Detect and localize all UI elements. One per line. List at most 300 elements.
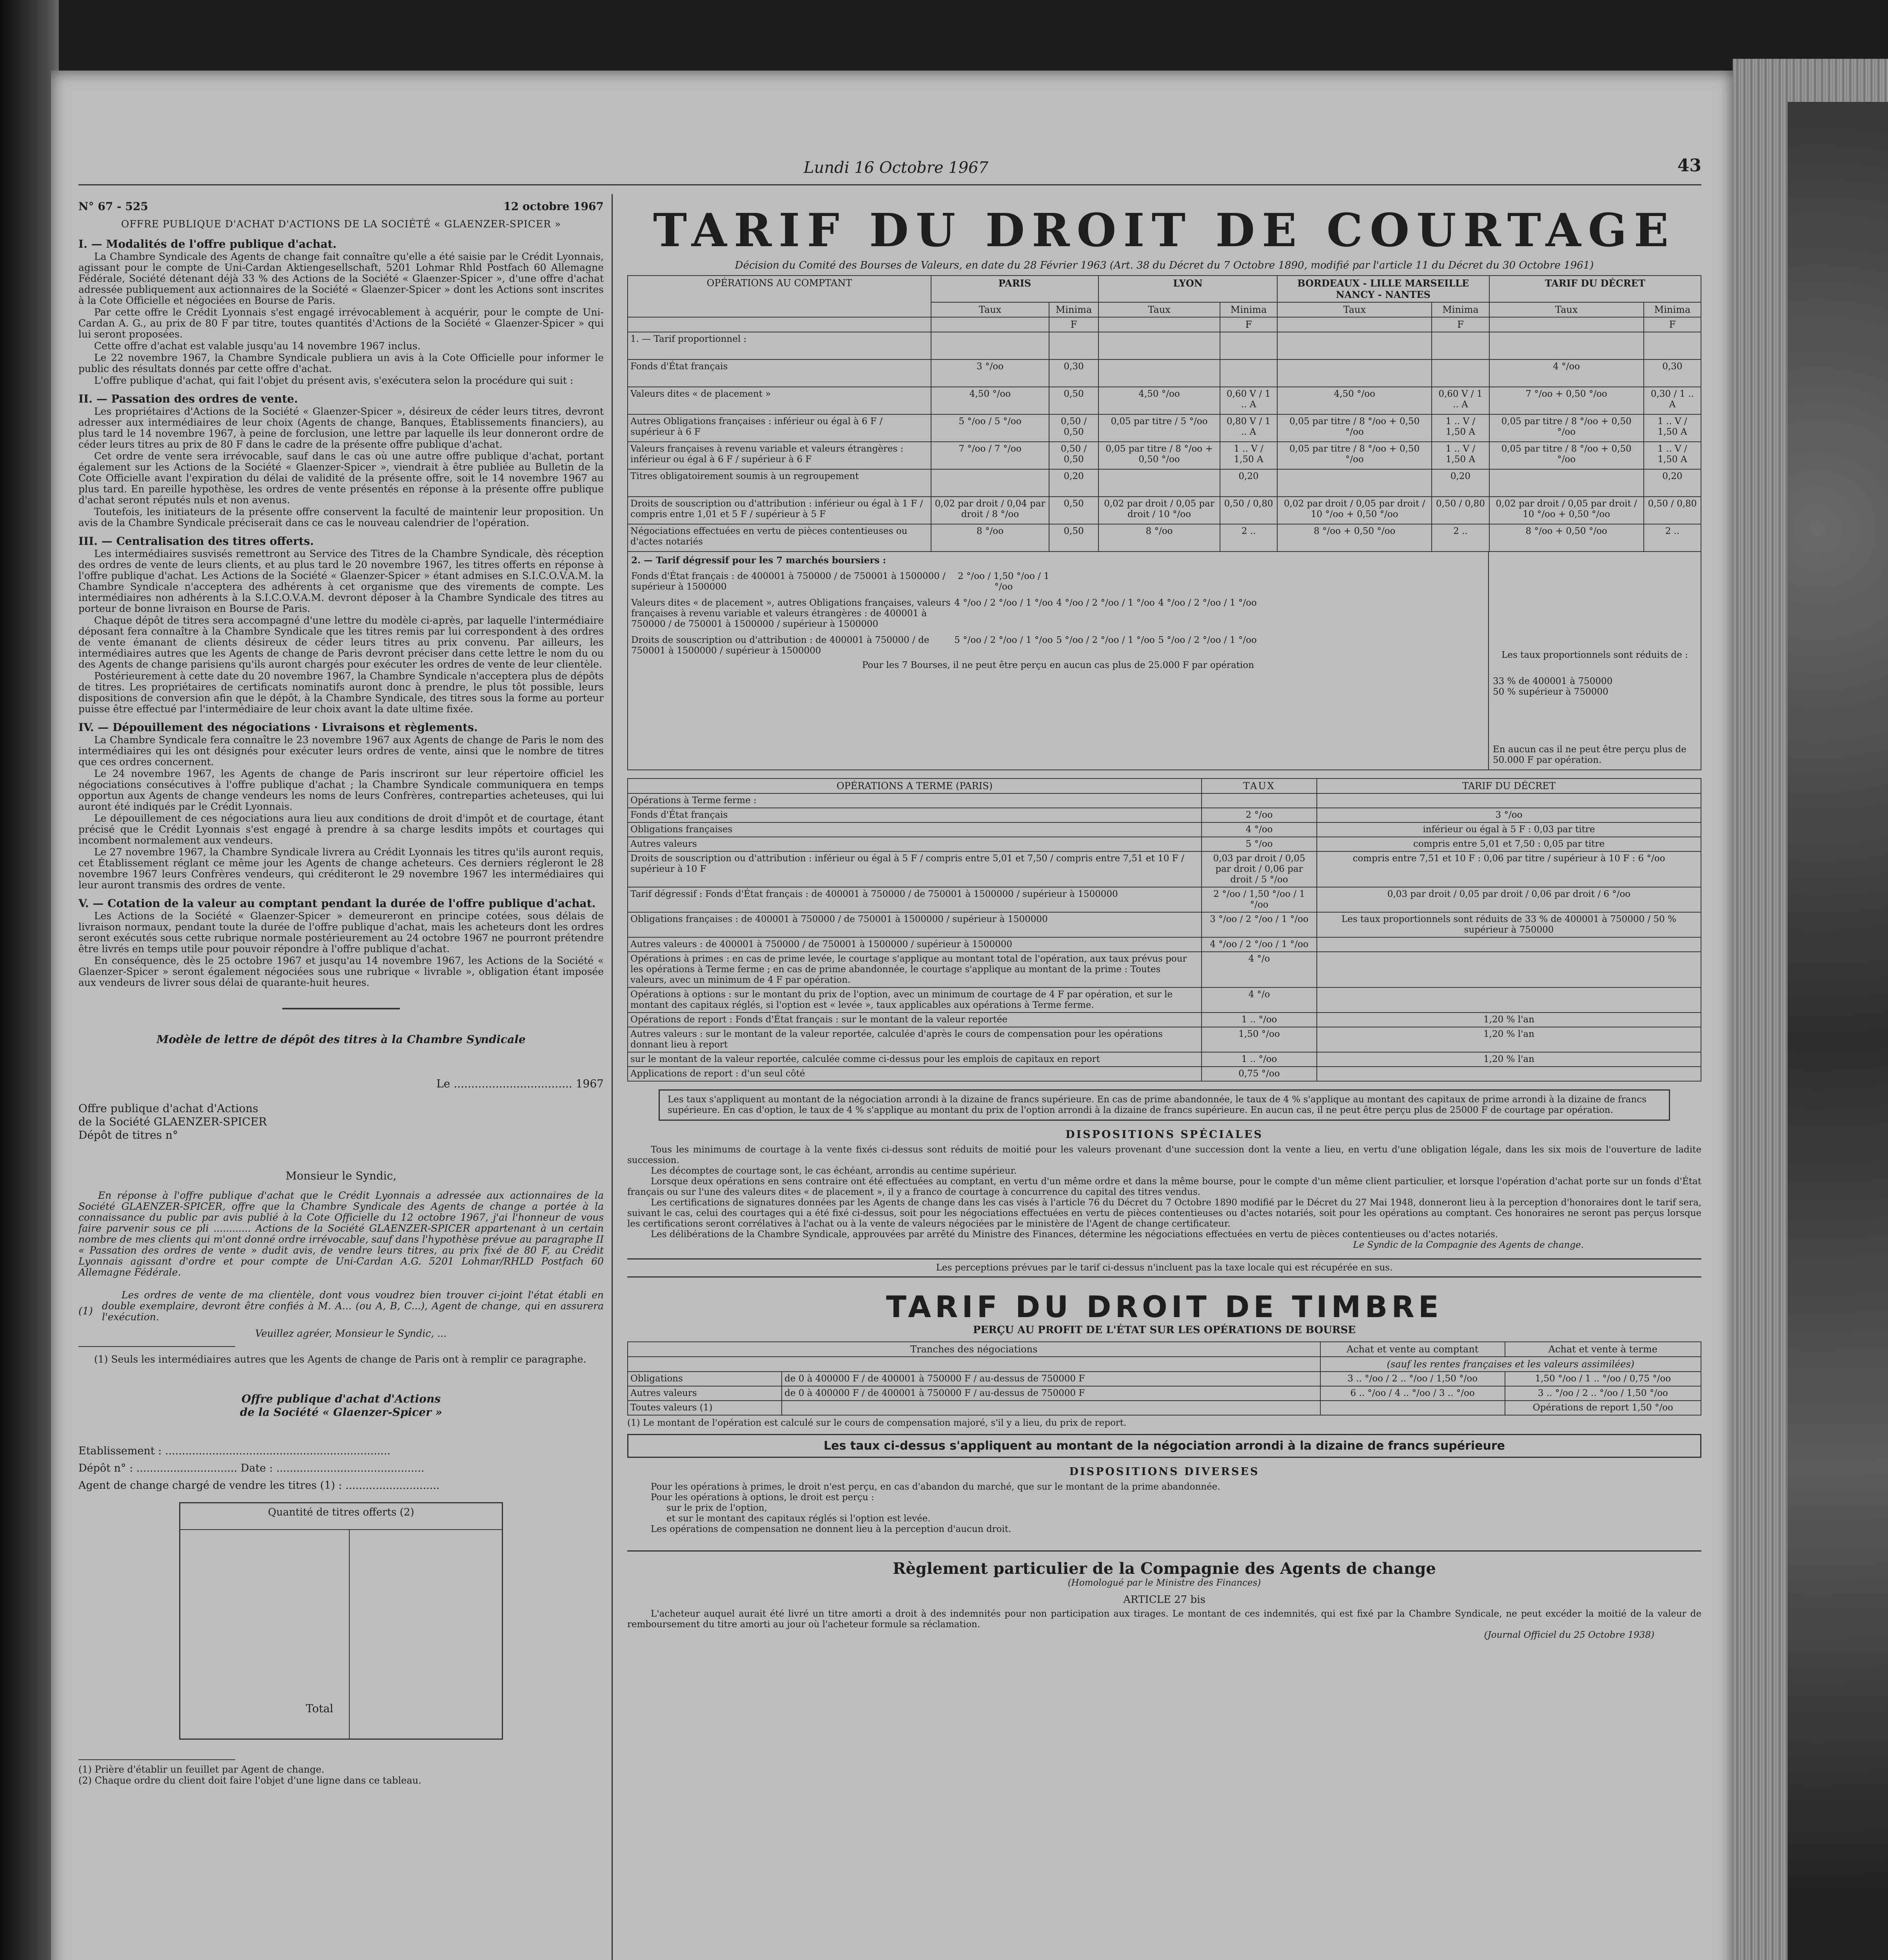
table-cell <box>1049 332 1098 359</box>
terme-cell: Tarif dégressif : Fonds d'État français : de 400001 à 750000 / de 750001 à 1500000 / supérieur à 1500000 <box>628 887 1202 912</box>
diverses-line: Pour les opérations à options, le droit est perçu : <box>651 1492 874 1503</box>
terme-cell: 0,03 par droit / 0,05 par droit / 0,06 par droit / 6 °/oo <box>1317 887 1701 912</box>
degressif-cell: Droits de souscription ou d'attribution : de 400001 à 750000 / de 750001 à 1500000 / supérieur à 1500000 <box>631 635 929 656</box>
table-cell: 2 .. <box>1220 524 1277 552</box>
unit-cell: F <box>1220 317 1277 332</box>
timbre-box: Les taux ci-dessus s'appliquent au montant de la négociation arrondi à la dizaine de francs supérieure <box>627 1434 1701 1458</box>
section-paragraph: Par cette offre le Crédit Lyonnais s'est engagé irrévocablement à acquérir, pour le compte de Uni-Cardan A. G., au prix de 80 F par titre, toutes quantités d'Actions de la Société « Glaenzer-Spicer » qui lui seront proposées. <box>78 307 604 340</box>
section-paragraph: Le 24 novembre 1967, les Agents de change de Paris inscriront sur leur répertoire officiel les négociations consécutives à l'offre publique d'achat ; la Chambre Syndicale communiquera en temps opportun aux Agents de change vendeurs les noms de leurs Confrères, contreparties acheteuses, qui lui auront été indiqués par le Crédit Lyonnais. <box>78 768 604 812</box>
section-heading: V. — Cotation de la valeur au comptant pendant la durée de l'offre publique d'achat. <box>78 897 596 910</box>
terme-row <box>628 1052 1701 1067</box>
letter-reference <box>78 1102 604 1142</box>
terme-cell: 3 °/oo <box>1317 808 1701 822</box>
terme-cell <box>1202 793 1317 808</box>
terme-cell: Les taux proportionnels sont réduits de 33 % de 400001 à 750000 / 50 % supérieur à 750000 <box>1317 912 1701 937</box>
table-cell: 0,50 <box>1049 524 1098 552</box>
terme-cell: inférieur ou égal à 5 F : 0,03 par titre <box>1317 822 1701 837</box>
separator-rule <box>282 1008 400 1009</box>
page-header <box>78 156 1701 182</box>
speciales-text <box>627 1145 1701 1240</box>
col-lyon: LYON <box>1098 276 1277 302</box>
section-paragraph: En conséquence, dès le 25 octobre 1967 et jusqu'au 14 novembre 1967, les Actions de la Société « Glaenzer-Spicer » seront également négociées sous une rubrique « livrable », obligation étant imposée aux vendeurs de livrer sous délai de quarante-huit heures. <box>78 955 604 988</box>
section-paragraph: La Chambre Syndicale fera connaître le 23 novembre 1967 aux Agents de change de Paris le nom des intermédiaires qui les ont désignés pour exécuter leurs ordres de vente, ainsi que le nombre de titres que ces ordres concernent. <box>78 734 604 768</box>
terme-cell: 0,03 par droit / 0,05 par droit / 0,06 par droit / 5 °/oo <box>1202 851 1317 887</box>
table-cell: 0,50 / 0,50 <box>1049 414 1098 442</box>
terme-cell: Fonds d'État français <box>628 808 1202 822</box>
timbre-subtitle: PERÇU AU PROFIT DE L'ÉTAT SUR LES OPÉRATIONS DE BOURSE <box>973 1324 1356 1336</box>
terme-cell: 3 °/oo / 2 °/oo / 1 °/oo <box>1202 912 1317 937</box>
terme-cell <box>1317 987 1701 1013</box>
decret-note: Les taux proportionnels sont réduits de : <box>1501 650 1688 660</box>
table-cell: 0,05 par titre / 8 °/oo + 0,50 °/oo <box>1277 414 1432 442</box>
degressif-block <box>627 552 1701 770</box>
footnote-rule <box>78 1759 235 1760</box>
table-cell: 5 °/oo / 5 °/oo <box>931 414 1049 442</box>
timbre-row <box>628 1372 1701 1386</box>
sub-header: Minima <box>1644 302 1701 317</box>
form-footnote: (2) Chaque ordre du client doit faire l'objet d'une ligne dans ce tableau. <box>78 1775 421 1786</box>
terme-cell: 1,20 % l'an <box>1317 1027 1701 1052</box>
terme-row <box>628 952 1701 987</box>
unit-row <box>628 317 1701 332</box>
degressif-cell: Valeurs dites « de placement », autres Obligations françaises, valeurs françaises à revenu variable et valeurs étrangères : de 400001 à 750000 / de 750001 à 1500000 / supérieur à 1500000 <box>631 598 951 629</box>
table-cell <box>931 469 1049 497</box>
decret-note: 50 % supérieur à 750000 <box>1493 687 1608 697</box>
terme-row <box>628 1013 1701 1027</box>
section-heading: II. — Passation des ordres de vente. <box>78 392 298 405</box>
table-cell: 3 °/oo <box>931 359 1049 387</box>
table-cell <box>1489 332 1644 359</box>
decret-notes <box>1488 552 1701 769</box>
running-head: Lundi 16 Octobre 1967 <box>804 159 989 177</box>
page-number: 43 <box>1677 156 1701 176</box>
notice-number: N° 67 - 525 <box>78 200 148 213</box>
table-row <box>628 524 1701 552</box>
perceptions-note: Les perceptions prévues par le tarif ci-dessus n'incluent pas la taxe locale qui est récupérée en sus. <box>627 1258 1701 1278</box>
table-cell: 0,50 / 0,80 <box>1644 497 1701 524</box>
terme-cell <box>1317 952 1701 987</box>
timbre-col-terme: Achat et vente à terme <box>1505 1342 1701 1357</box>
table-row <box>628 469 1701 497</box>
diverses-line: Les opérations de compensation ne donnent lieu à la perception d'aucun droit. <box>651 1524 1011 1534</box>
letter-reference-line: de la Société GLAENZER-SPICER <box>78 1115 267 1128</box>
notice-date: 12 octobre 1967 <box>503 200 604 213</box>
table-cell: 7 °/oo / 7 °/oo <box>931 442 1049 469</box>
table-cell <box>1220 332 1277 359</box>
unit-cell <box>1277 317 1432 332</box>
table-cell: 2 .. <box>1644 524 1701 552</box>
section-paragraph: La Chambre Syndicale des Agents de change fait connaître qu'elle a été saisie par le Crédit Lyonnais, agissant pour le compte de Uni-Cardan Aktiengesellschaft, 5201 Lohmar Rhld Postfach 60 Allemagne Fédérale, Société détenant déjà 33 % des Actions de la Société « Glaenzer-Spicer », d'une offre d'achat adressée publiquement aux actionnaires de la Société « Glaenzer-Spicer » dont les Actions sont inscrites à la Cote Officielle et négociées en Bourse de Paris. <box>78 251 604 306</box>
notice-sections <box>78 238 604 988</box>
timbre-cell: 6 .. °/oo / 4 .. °/oo / 3 .. °/oo <box>1320 1386 1505 1401</box>
table-cell: 1 .. V / 1,50 A <box>1644 442 1701 469</box>
timbre-col-tranches: Tranches des négociations <box>628 1342 1320 1357</box>
terme-cell: 5 °/oo <box>1202 837 1317 851</box>
book-spine-left <box>0 0 59 1960</box>
timbre-cell: Opérations de report 1,50 °/oo <box>1505 1401 1701 1415</box>
table-cell: Valeurs françaises à revenu variable et valeurs étrangères : inférieur ou égal à 6 F / supérieur à 6 F <box>628 442 931 469</box>
unit-cell: F <box>1644 317 1701 332</box>
letter-footnote: (1) Seuls les intermédiaires autres que les Agents de change de Paris ont à remplir ce paragraphe. <box>94 1354 586 1365</box>
letter-salutation: Monsieur le Syndic, <box>285 1169 397 1182</box>
terme-row <box>628 912 1701 937</box>
table-cell: 1 .. V / 1,50 A <box>1432 442 1489 469</box>
timbre-title: TARIF DU DROIT DE TIMBRE <box>886 1289 1443 1324</box>
unit-cell <box>1098 317 1220 332</box>
section-paragraph: Cette offre d'achat est valable jusqu'au 14 novembre 1967 inclus. <box>94 340 421 352</box>
timbre-cell: de 0 à 400000 F / de 400001 à 750000 F / au-dessus de 750000 F <box>782 1372 1320 1386</box>
table-cell: 0,50 / 0,80 <box>1220 497 1277 524</box>
timbre-cell <box>1320 1401 1505 1415</box>
reglement-title: Règlement particulier de la Compagnie des Agents de change <box>893 1559 1436 1578</box>
letter-date-line: Le .................................. 1967 <box>436 1077 604 1090</box>
timbre-cell: Obligations <box>628 1372 782 1386</box>
table-cell: Négociations effectuées en vertu de pièces contentieuses ou d'actes notariés <box>628 524 931 552</box>
terme-cell: 4 °/o <box>1202 987 1317 1013</box>
unit-cell: F <box>1049 317 1098 332</box>
form-footnotes <box>78 1764 604 1786</box>
table-cell: 1 .. V / 1,50 A <box>1644 414 1701 442</box>
table-cell: 0,05 par titre / 8 °/oo + 0,50 °/oo <box>1098 442 1220 469</box>
table-cell: 0,30 <box>1644 359 1701 387</box>
terme-cell: Obligations françaises <box>628 822 1202 837</box>
terme-row <box>628 837 1701 851</box>
table-cell: 4,50 °/oo <box>1098 387 1220 414</box>
form-title-line: Offre publique d'achat d'Actions <box>241 1392 441 1405</box>
reglement-subtitle: (Homologué par le Ministre des Finances) <box>1067 1578 1261 1588</box>
form-field-etablissement: Etablissement : ................................................................... <box>78 1445 391 1457</box>
degressif-main <box>628 552 1488 769</box>
table-cell: 0,30 <box>1049 359 1098 387</box>
terme-row <box>628 1027 1701 1052</box>
table-cell: 0,20 <box>1432 469 1489 497</box>
table-cell: 0,02 par droit / 0,05 par droit / 10 °/oo <box>1098 497 1220 524</box>
terme-row <box>628 851 1701 887</box>
table-cell: 0,50 <box>1049 497 1098 524</box>
timbre-table <box>627 1341 1701 1416</box>
unit-cell: F <box>1432 317 1489 332</box>
terme-cell <box>1317 937 1701 952</box>
table-cell <box>1277 469 1432 497</box>
sub-header: Minima <box>1432 302 1489 317</box>
degressif-cell: 4 °/oo / 2 °/oo / 1 °/oo <box>954 598 1053 608</box>
section-paragraph: Le dépouillement de ces négociations aura lieu aux conditions de droit d'impôt et de courtage, étant précisé que le Crédit Lyonnais s'est engagé à prendre à sa charge lesdits impôts et courtages qui incombent normalement aux vendeurs. <box>78 813 604 846</box>
table-cell: 0,80 V / 1 .. A <box>1220 414 1277 442</box>
table-cell: 1 .. V / 1,50 A <box>1220 442 1277 469</box>
table-cell <box>1432 332 1489 359</box>
timbre-col-comptant: Achat et vente au comptant <box>1320 1342 1505 1357</box>
col-decret: TARIF DU DÉCRET <box>1489 276 1701 302</box>
table-cell: 0,20 <box>1049 469 1098 497</box>
section-paragraph: Les intermédiaires susvisés remettront au Service des Titres de la Chambre Syndicale, dès réception des ordres de vente de leurs clients, et au plus tard le 20 novembre 1967, les titres offerts en réponse à l'offre publique d'achat. Les Actions de la Société « Glaenzer-Spicer » étant admises en S.I.C.O.V.A.M. la Chambre Syndicale n'acceptera des adhérents à cet organisme que des virements de compte. Les intermédiaires non adhérents à la S.I.C.O.V.A.M. devront déposer à la Chambre Syndicale des titres au porteur de bonne livraison en Bourse de Paris. <box>78 548 604 614</box>
sub-header: Taux <box>1277 302 1432 317</box>
terme-cell: compris entre 5,01 et 7,50 : 0,05 par titre <box>1317 837 1701 851</box>
table-cell: 0,05 par titre / 8 °/oo + 0,50 °/oo <box>1489 414 1644 442</box>
decret-note: En aucun cas il ne peut être perçu plus de 50.000 F par opération. <box>1493 744 1686 765</box>
degressif-note: Pour les 7 Bourses, il ne peut être perçu en aucun cas plus de 25.000 F par opération <box>862 660 1254 670</box>
article-number: ARTICLE 27 bis <box>1123 1594 1205 1606</box>
degressif-cell: 5 °/oo / 2 °/oo / 1 °/oo <box>1056 635 1155 645</box>
table-cell: 1 .. V / 1,50 A <box>1432 414 1489 442</box>
table-cell <box>1277 332 1432 359</box>
terme-row <box>628 937 1701 952</box>
timbre-cell: de 0 à 400000 F / de 400001 à 750000 F / au-dessus de 750000 F <box>782 1386 1320 1401</box>
diverses-line: Pour les opérations à primes, le droit n'est perçu, en cas d'abandon du marché, que sur le montant de la prime abandonnée. <box>651 1482 1220 1492</box>
column-rule <box>612 194 613 1960</box>
degressif-row <box>631 635 1485 656</box>
section-paragraph: Le 22 novembre 1967, la Chambre Syndicale publiera un avis à la Cote Officielle pour informer le public des résultats donnés par cette offre d'achat. <box>78 352 604 374</box>
table-cell: 2 .. <box>1432 524 1489 552</box>
table-cell: 8 °/oo <box>931 524 1049 552</box>
timbre-cell: 3 .. °/oo / 2 .. °/oo / 1,50 °/oo <box>1320 1372 1505 1386</box>
section-paragraph: L'offre publique d'achat, qui fait l'objet du présent avis, s'exécutera selon la procédure qui suit : <box>94 375 574 386</box>
terme-cell: compris entre 7,51 et 10 F : 0,06 par titre / supérieur à 10 F : 6 °/oo <box>1317 851 1701 887</box>
degressif-cell: Fonds d'État français : de 400001 à 750000 / de 750001 à 1500000 / supérieur à 1500000 <box>631 571 946 592</box>
table-cell: 0,50 <box>1049 387 1098 414</box>
terme-cell: Opérations à primes : en cas de prime levée, le courtage s'applique au montant total de l'opération, aux taux prévus pour les opérations à Terme ferme ; en cas de prime abandonnée, le courtage s'applique au montant de la prime : Toutes valeurs, avec un minimum de 4 F par opération. <box>628 952 1202 987</box>
terme-row <box>628 987 1701 1013</box>
table-cell: 4,50 °/oo <box>931 387 1049 414</box>
timbre-cell: 1,50 °/oo / 1 .. °/oo / 0,75 °/oo <box>1505 1372 1701 1386</box>
letter-closing: Veuillez agréer, Monsieur le Syndic, ... <box>255 1328 447 1339</box>
terme-cell: 4 °/oo <box>1202 822 1317 837</box>
unit-cell <box>931 317 1049 332</box>
terme-cell: Autres valeurs <box>628 837 1202 851</box>
section-heading: IV. — Dépouillement des négociations · Livraisons et règlements. <box>78 721 478 734</box>
table-cell: 0,05 par titre / 8 °/oo + 0,50 °/oo <box>1277 442 1432 469</box>
degressif-cell: 4 °/oo / 2 °/oo / 1 °/oo <box>1158 598 1257 608</box>
table-cell <box>931 332 1049 359</box>
sub-header: Taux <box>1098 302 1220 317</box>
terme-cell: sur le montant de la valeur reportée, calculée comme ci-dessus pour les emplois de capitaux en report <box>628 1052 1202 1067</box>
notice-title: OFFRE PUBLIQUE D'ACHAT D'ACTIONS DE LA SOCIÉTÉ « GLAENZER-SPICER » <box>121 218 561 230</box>
terme-cell: Obligations françaises : de 400001 à 750000 / de 750001 à 1500000 / supérieur à 1500000 <box>628 912 1202 937</box>
terme-row <box>628 793 1701 808</box>
terme-col-decret: TARIF DU DÉCRET <box>1317 779 1701 793</box>
diverses-text <box>651 1482 1701 1535</box>
form-footnote: (1) Prière d'établir un feuillet par Agent de change. <box>78 1764 325 1775</box>
col-bordeaux: BORDEAUX - LILLE MARSEILLE NANCY - NANTES <box>1277 276 1489 302</box>
table-cell: 8 °/oo + 0,50 °/oo <box>1277 524 1432 552</box>
timbre-cell: Toutes valeurs (1) <box>628 1401 782 1415</box>
table-cell: 0,50 / 0,50 <box>1049 442 1098 469</box>
sub-header: Taux <box>1489 302 1644 317</box>
degressif-cell <box>1055 571 1156 592</box>
degressif-head: 2. — Tarif dégressif pour les 7 marchés boursiers : <box>631 555 886 566</box>
form-field-depot: Dépôt n° : .............................. Date : ............................................ <box>78 1462 425 1474</box>
timbre-col-note: (sauf les rentes françaises et les valeurs assimilées) <box>1320 1357 1701 1372</box>
decret-note: 33 % de 400001 à 750000 <box>1493 676 1613 686</box>
form-title-line: de la Société « Glaenzer-Spicer » <box>240 1406 443 1419</box>
timbre-cell: Autres valeurs <box>628 1386 782 1401</box>
terme-row <box>628 887 1701 912</box>
terme-row <box>628 1067 1701 1081</box>
terme-cell: Opérations de report : Fonds d'État français : sur le montant de la valeur reportée <box>628 1013 1202 1027</box>
section-paragraph: Chaque dépôt de titres sera accompagné d'une lettre du modèle ci-après, par laquelle l'intermédiaire déposant fera connaître à la Chambre Syndicale que les titres remis par lui correspondent à des ordres de vente émanant de clients désireux de céder leurs titres au prix convenu. Par ailleurs, les intermédiaires autres que les Agents de change de Paris devront préciser dans cette lettre le nom du ou des Agents de change parisiens qu'ils auront chargés pour exécuter les ordres de vente de leur clientèle. <box>78 615 604 670</box>
degressif-cell: 5 °/oo / 2 °/oo / 1 °/oo <box>1158 635 1257 645</box>
terme-cell: 4 °/oo / 2 °/oo / 1 °/oo <box>1202 937 1317 952</box>
terme-cell: 4 °/o <box>1202 952 1317 987</box>
table-cell <box>1489 469 1644 497</box>
section-paragraph: Cet ordre de vente sera irrévocable, sauf dans le cas où une autre offre publique d'achat, portant également sur les Actions de la Société « Glaenzer-Spicer », viendrait à être publiée au Bulletin de la Cote Officielle avant l'expiration du délai de validité de la présente offre, soit le 14 novembre 1967 au plus tard. En pareille hypothèse, les ordres de vente présentés en réponse à la présente offre publique d'achat seront réputés nuls et non avenus. <box>78 450 604 506</box>
section-paragraph: Les Actions de la Société « Glaenzer-Spicer » demeureront en principe cotées, sous délais de livraison normaux, pendant toute la durée de l'offre publique d'achat, mais les acheteurs dont les ordres seront exécutés sous cette rubrique normale postérieurement au 24 octobre 1967 ne pourront prétendre être livrés en temps utile pour pouvoir répondre à l'offre publique d'achat. <box>78 910 604 955</box>
diverses-line: et sur le montant des capitaux réglés si l'option est levée. <box>666 1514 931 1524</box>
table-row <box>628 359 1701 387</box>
degressif-cell: 2 °/oo / 1,50 °/oo / 1 °/oo <box>958 571 1049 592</box>
form-title <box>78 1392 604 1419</box>
notice-header <box>78 200 604 213</box>
degressif-row <box>631 598 1485 630</box>
terme-cell: Applications de report : d'un seul côté <box>628 1067 1202 1081</box>
terme-cell: 0,75 °/oo <box>1202 1067 1317 1081</box>
terme-row <box>628 808 1701 822</box>
table-row <box>628 414 1701 442</box>
comptant-label: OPÉRATIONS AU COMPTANT <box>628 276 931 317</box>
terme-cell: 1 .. °/oo <box>1202 1052 1317 1067</box>
table-cell <box>1277 359 1432 387</box>
unit-cell <box>1489 317 1644 332</box>
section-paragraph: Le 27 novembre 1967, la Chambre Syndicale livrera au Crédit Lyonnais les titres qu'ils auront requis, cet Établissement réglant ce même jour les Agents de change acheteurs. Ces derniers régleront le 28 novembre 1967 leurs Confrères vendeurs, qui créditeront le 29 novembre 1967 les intermédiaires qui leur auront transmis des ordres de vente. <box>78 846 604 891</box>
letter-reference-line: Dépôt de titres n° <box>78 1129 178 1142</box>
marbled-cover <box>1788 102 1888 1960</box>
terme-cell: 2 °/oo <box>1202 808 1317 822</box>
table-cell: 7 °/oo + 0,50 °/oo <box>1489 387 1644 414</box>
table-cell: 0,50 / 0,80 <box>1432 497 1489 524</box>
letter-body: En réponse à l'offre publique d'achat que le Crédit Lyonnais a adressée aux actionnaires de la Société GLAENZER-SPICER, offre que la Chambre Syndicale des Agents de change a portée à la connaissance du public par avis publié à la Cote Officielle du 12 octobre 1967, j'ai l'honneur de vous faire parvenir sous ce pli ............ Actions de la Société GLAENZER-SPICER appartenant à un certain nombre de mes clients qui m'ont donné ordre irrévocable, sauf dans l'hypothèse prévue au paragraphe II « Passation des ordres de vente » dudit avis, de vendre leurs titres, au prix fixé de 80 F, au Crédit Lyonnais agissant d'ordre et pour compte de Uni-Cardan A.G. 5201 Lohmar/RHLD Postfach 60 Allemagne Fédérale. <box>78 1190 604 1278</box>
degressif-cell <box>1156 571 1258 592</box>
diverses-title: DISPOSITIONS DIVERSES <box>1069 1466 1260 1478</box>
terme-cell: Opérations à options : sur le montant du prix de l'option, avec un minimum de courtage de 4 F par opération, et sur le montant des capitaux réglés, si l'option est « levée », taux applicables aux opérations à Terme ferme. <box>628 987 1202 1013</box>
terme-cell: 1,20 % l'an <box>1317 1052 1701 1067</box>
right-column <box>627 200 1701 1641</box>
section-paragraph: Toutefois, les initiateurs de la présente offre conservent la faculté de maintenir leur proposition. Un avis de la Chambre Syndicale préciserait dans ce cas le nouveau calendrier de l'opération. <box>78 506 604 528</box>
article-reference: (Journal Officiel du 25 Octobre 1938) <box>1484 1630 1654 1640</box>
terme-box-note: Les taux s'appliquent au montant de la négociation arrondi à la dizaine de francs supérieure. En cas de prime abandonnée, le taux de 4 % s'applique au montant des capitaux de prime arrondi à la dizaine de francs supérieure. En cas d'option, le taux de 4 % s'applique au montant du prix de l'option arrondi à la dizaine de francs supérieure. En aucun cas, il ne peut être perçu plus de 25000 F de courtage par opération. <box>659 1089 1670 1121</box>
table-row <box>628 497 1701 524</box>
table-cell: 0,02 par droit / 0,05 par droit / 10 °/oo + 0,50 °/oo <box>1489 497 1644 524</box>
section-heading: III. — Centralisation des titres offerts. <box>78 535 314 548</box>
section-paragraph: Postérieurement à cette date du 20 novembre 1967, la Chambre Syndicale n'acceptera plus de dépôts de titres. Les propriétaires de certificats nominatifs auront donc à prendre, le plus tôt possible, leurs dispositions de conversion afin que le dépôt, à la Chambre Syndicale, des titres sous la forme au porteur puisse être effectué par l'intermédiaire de leur choix avant la date ultime fixée. <box>78 670 604 715</box>
table-cell: 0,02 par droit / 0,05 par droit / 10 °/oo + 0,50 °/oo <box>1277 497 1432 524</box>
degressif-rows <box>631 571 1485 656</box>
terme-cell: 1 .. °/oo <box>1202 1013 1317 1027</box>
terme-cell: 1,20 % l'an <box>1317 1013 1701 1027</box>
terme-cell: 2 °/oo / 1,50 °/oo / 1 °/oo <box>1202 887 1317 912</box>
courtage-title: TARIF DU DROIT DE COURTAGE <box>653 204 1676 257</box>
speciales-paragraph: Les décomptes de courtage sont, le cas échéant, arrondis au centime supérieur. <box>651 1166 1017 1176</box>
degressif-row <box>631 571 1485 592</box>
table-cell: Valeurs dites « de placement » <box>628 387 931 414</box>
table-cell: 0,02 par droit / 0,04 par droit / 8 °/oo <box>931 497 1049 524</box>
table-cell: 0,60 V / 1 .. A <box>1432 387 1489 414</box>
table-cell: 8 °/oo <box>1098 524 1220 552</box>
left-column <box>78 200 604 1786</box>
table-cell: 0,60 V / 1 .. A <box>1220 387 1277 414</box>
table-cell: 0,20 <box>1220 469 1277 497</box>
diverses-line: sur le prix de l'option, <box>666 1503 768 1513</box>
terme-label: OPÉRATIONS A TERME (PARIS) <box>628 779 1202 793</box>
table-cell: Autres Obligations françaises : inférieur ou égal à 6 F / supérieur à 6 F <box>628 414 931 442</box>
table-cell <box>1220 359 1277 387</box>
table-cell <box>1644 332 1701 359</box>
degressif-cell: 5 °/oo / 2 °/oo / 1 °/oo <box>954 635 1053 645</box>
terme-cell <box>1317 793 1701 808</box>
terme-cell: Autres valeurs : de 400001 à 750000 / de 750001 à 1500000 / supérieur à 1500000 <box>628 937 1202 952</box>
table-cell: Droits de souscription ou d'attribution : inférieur ou égal à 1 F / compris entre 1,01 et 5 F / supérieur à 5 F <box>628 497 931 524</box>
speciales-paragraph: Les délibérations de la Chambre Syndicale, approuvées par arrêté du Ministre des Finances, détermine les négociations effectuées en vertu de pièces contentieuses ou d'actes notariés. <box>651 1229 1498 1240</box>
degressif-cell: 4 °/oo / 2 °/oo / 1 °/oo <box>1056 598 1155 608</box>
table-cell: 4 °/oo <box>1489 359 1644 387</box>
terme-cell: Droits de souscription ou d'attribution : inférieur ou égal à 5 F / compris entre 5,01 et 7,50 / compris entre 7,51 et 10 F / supérieur à 10 F <box>628 851 1202 887</box>
table-cell <box>1098 469 1220 497</box>
table-cell: 4,50 °/oo <box>1277 387 1432 414</box>
table-row <box>628 387 1701 414</box>
table-cell: Titres obligatoirement soumis à un regroupement <box>628 469 931 497</box>
speciales-paragraph: Lorsque deux opérations en sens contraire ont été effectuées au comptant, en vertu d'un même ordre et dans la même bourse, pour le compte d'un même client particulier, et lorsque l'opération d'achat porte sur un fonds d'État français ou sur l'une des valeurs dites « de placement », il y a franco de courtage à concurrence du capital des titres vendus. <box>627 1176 1701 1197</box>
quantity-box-divider <box>349 1529 350 1739</box>
col-paris: PARIS <box>931 276 1098 302</box>
sub-header: Minima <box>1220 302 1277 317</box>
model-letter-title: Modèle de lettre de dépôt des titres à la Chambre Syndicale <box>156 1033 526 1046</box>
terme-cell: 1,50 °/oo <box>1202 1027 1317 1052</box>
timbre-cell: 3 .. °/oo / 2 .. °/oo / 1,50 °/oo <box>1505 1386 1701 1401</box>
table-cell: 0,05 par titre / 5 °/oo <box>1098 414 1220 442</box>
table-cell <box>1098 332 1220 359</box>
timbre-footnote: (1) Le montant de l'opération est calculé sur le cours de compensation majoré, s'il y a lieu, du prix de report. <box>627 1418 1127 1428</box>
sub-header: Minima <box>1049 302 1098 317</box>
table-cell <box>1432 359 1489 387</box>
table-cell: Fonds d'État français <box>628 359 931 387</box>
table-row <box>628 332 1701 359</box>
timbre-cell <box>782 1401 1320 1415</box>
quantity-box-head: Quantité de titres offerts (2) <box>180 1503 502 1530</box>
quantity-box <box>179 1502 503 1740</box>
timbre-row <box>628 1386 1701 1401</box>
table-row <box>628 442 1701 469</box>
unit-label <box>628 317 931 332</box>
table-cell: 0,05 par titre / 8 °/oo + 0,50 °/oo <box>1489 442 1644 469</box>
table-cell <box>1098 359 1220 387</box>
sub-header: Taux <box>931 302 1049 317</box>
form-fields <box>78 1443 604 1494</box>
table-cell: 8 °/oo + 0,50 °/oo <box>1489 524 1644 552</box>
terme-col-taux: TAUX <box>1202 779 1317 793</box>
letter-reference-line: Offre publique d'achat d'Actions <box>78 1102 258 1115</box>
table-cell: 1. — Tarif proportionnel : <box>628 332 931 359</box>
table-cell: 0,20 <box>1644 469 1701 497</box>
letter-note <box>78 1290 604 1323</box>
quantity-box-total: Total <box>306 1702 334 1715</box>
section-heading: I. — Modalités de l'offre publique d'achat. <box>78 238 337 250</box>
article-text: L'acheteur auquel aurait été livré un titre amorti a droit à des indemnités pour non participation aux tirages. Le montant de ces indemnités, qui est fixé par la Chambre Syndicale, ne peut excéder la moitié de la valeur de remboursement du titre amorti au jour où l'acheteur formule sa réclamation. <box>627 1609 1701 1630</box>
courtage-subtitle: Décision du Comité des Bourses de Valeurs, en date du 28 Février 1963 (Art. 38 du Décret du 7 Octobre 1890, modifié par l'article 11 du Décret du 30 Octobre 1961) <box>735 260 1594 271</box>
speciales-paragraph: Les certifications de signatures données par les Agents de change dans les cas visés à l'article 76 du Décret du 7 Octobre 1890 modifié par le Décret du 27 Mai 1948, donneront lieu à la perception d'honoraires dont le tarif sera, suivant le cas, celui des courtages qui a été fixé ci-dessus, soit pour les négociations effectuées en vertu de pièces contentieuses ou d'actes notariés, soit pour les opérations au comptant. Ces honoraires ne seront pas perçus lorsque les certifications seront corrélatives à l'achat ou à la vente de valeurs négociées par le ministère de l'Agent de change certificateur. <box>627 1198 1701 1229</box>
letter-note-mark: (1) <box>78 1305 93 1317</box>
header-rule <box>78 184 1701 185</box>
footnote-rule <box>78 1346 235 1347</box>
speciales-paragraph: Tous les minimums de courtage à la vente fixés ci-dessus sont réduits de moitié pour les valeurs provenant d'une succession dont la vente a lieu, en vertu d'une obligation légale, dans les six mois de l'ouverture de ladite succession. <box>627 1145 1701 1165</box>
table-cell: 0,30 / 1 .. A <box>1644 387 1701 414</box>
speciales-title: DISPOSITIONS SPÉCIALES <box>1066 1129 1263 1141</box>
reglement-section <box>627 1550 1701 1641</box>
form-field-agent: Agent de change chargé de vendre les titres (1) : ............................ <box>78 1479 440 1492</box>
letter-note-text: Les ordres de vente de ma clientèle, dont vous voudrez bien trouver ci-joint l'état établi en double exemplaire, devront être confiés à M. A... (ou A, B, C...), Agent de change, qui en assurera l'exécution. <box>102 1289 604 1323</box>
speciales-signature: Le Syndic de la Compagnie des Agents de change. <box>1353 1240 1584 1250</box>
terme-table <box>627 778 1701 1082</box>
comptant-table <box>627 275 1701 552</box>
section-paragraph: Les propriétaires d'Actions de la Société « Glaenzer-Spicer », désireux de céder leurs titres, devront adresser aux intermédiaires de leur choix (Agents de change, Banques, Établissements financiers), au plus tard le 14 novembre 1967, à peine de forclusion, une lettre par laquelle ils leur donneront ordre de céder leurs titres au prix de 80 F dans le cadre de la présente offre publique d'achat. <box>78 406 604 450</box>
timbre-row <box>628 1401 1701 1415</box>
